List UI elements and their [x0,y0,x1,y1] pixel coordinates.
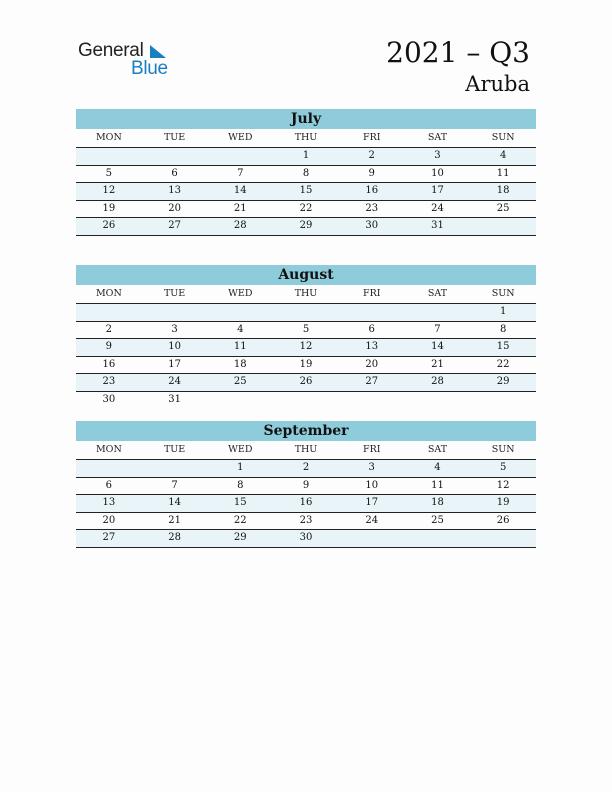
day-cell [142,148,208,165]
day-cell: 2 [368,150,375,161]
day-cell [142,304,208,321]
weekday-header-row [76,441,536,460]
weekday-label: SUN [491,444,515,455]
week-row [76,166,536,184]
day-cell [339,304,405,321]
day-cell [273,392,339,409]
day-cell [273,304,339,321]
day-cell: 1 [302,150,310,161]
day-cell: 17 [431,185,444,196]
day-cell [470,392,536,409]
week-row [76,183,536,201]
day-cell: 13 [102,497,116,508]
day-cell: 12 [102,185,116,196]
day-cell: 12 [299,341,313,352]
day-cell: 27 [365,376,379,387]
day-cell [207,148,273,165]
day-cell: 25 [496,202,510,214]
country-name: Aruba [465,72,530,96]
day-cell: 3 [368,462,375,473]
day-cell: 29 [233,532,247,543]
day-cell: 30 [365,220,379,231]
day-cell: 7 [434,323,441,335]
day-cell: 21 [233,202,247,214]
weekday-header-row [76,129,536,148]
weekday-label: SAT [427,132,448,143]
day-cell: 19 [102,202,116,214]
week-row [76,304,536,322]
day-cell: 5 [302,323,310,335]
day-cell: 3 [434,150,441,161]
weekday-label: FRI [362,288,381,299]
day-cell [470,530,536,547]
day-cell: 25 [233,376,247,387]
weekday-label: SUN [491,132,515,143]
day-cell: 24 [168,376,181,387]
day-cell: 27 [102,532,116,543]
weekday-label: THU [294,444,318,455]
day-cell: 6 [105,479,113,491]
day-cell [142,460,208,477]
day-cell: 11 [496,167,510,179]
day-cell: 16 [365,185,379,196]
day-cell: 15 [496,341,510,352]
weekday-label: MON [95,132,122,143]
day-cell: 22 [299,202,313,214]
day-cell: 22 [496,358,510,370]
day-cell: 18 [431,497,444,508]
day-cell: 13 [365,341,379,352]
day-cell: 17 [365,497,379,508]
day-cell: 14 [168,497,181,508]
weekday-label: TUE [163,132,186,143]
day-cell: 27 [168,220,181,231]
day-cell: 7 [171,479,178,491]
day-cell: 24 [431,202,444,214]
day-cell: 19 [496,497,510,508]
day-cell: 15 [299,185,313,196]
weekday-label: WED [228,288,253,299]
day-cell: 20 [168,202,181,214]
day-cell: 28 [431,376,444,387]
day-cell [207,304,273,321]
day-cell: 20 [102,514,116,526]
day-cell: 12 [496,479,510,491]
day-cell: 29 [299,220,313,231]
logo-word-general: General [78,40,144,61]
day-cell: 18 [496,185,510,196]
day-cell: 8 [237,479,244,491]
day-cell [405,530,471,547]
day-cell: 6 [368,323,375,335]
week-row [76,495,536,513]
week-row [76,513,536,531]
day-cell: 23 [299,514,313,526]
day-cell [339,392,405,409]
day-cell: 31 [168,393,181,405]
month-name: July [76,109,536,129]
weekday-label: SUN [491,288,515,299]
day-cell: 26 [496,514,510,526]
day-cell: 1 [499,306,507,317]
day-cell: 19 [299,358,313,370]
day-cell: 5 [105,167,113,179]
day-cell [76,148,142,165]
day-cell: 10 [365,479,379,491]
weekday-header-row [76,285,536,304]
day-cell: 4 [237,323,244,335]
day-cell: 23 [102,376,116,387]
day-cell [339,530,405,547]
logo-word-blue: Blue [131,58,168,79]
day-cell [405,304,471,321]
day-cell: 10 [431,167,444,179]
week-row [76,357,536,375]
day-cell: 4 [499,150,507,161]
day-cell: 18 [233,358,247,370]
day-cell: 10 [168,341,181,352]
day-cell: 5 [499,462,507,473]
day-cell: 6 [171,167,178,179]
day-cell: 13 [168,185,181,196]
week-row [76,530,536,548]
day-cell: 21 [168,514,181,526]
day-cell: 20 [365,358,379,370]
day-cell: 17 [168,358,181,370]
day-cell: 11 [233,341,247,352]
week-row [76,478,536,496]
month-calendar [76,109,536,236]
day-cell: 15 [233,497,247,508]
day-cell: 8 [302,167,310,179]
week-row [76,148,536,166]
day-cell: 11 [431,479,444,491]
month-calendar [76,265,536,408]
day-cell: 26 [299,376,313,387]
day-cell: 9 [105,341,113,352]
day-cell [76,460,142,477]
day-cell: 24 [365,514,379,526]
week-row [76,218,536,236]
day-cell: 25 [431,514,444,526]
day-cell: 22 [233,514,247,526]
generalblue-logo [78,40,188,80]
day-cell: 30 [299,532,313,543]
day-cell [405,392,471,409]
day-cell: 26 [102,220,116,231]
day-cell: 30 [102,393,116,405]
day-cell: 3 [171,323,178,335]
day-cell: 4 [434,462,441,473]
day-cell: 2 [105,323,113,335]
week-row [76,392,536,409]
weekday-label: THU [294,288,318,299]
weekday-label: TUE [163,444,186,455]
weekday-label: SAT [427,288,448,299]
day-cell: 23 [365,202,379,214]
weekday-label: SAT [427,444,448,455]
week-row [76,374,536,392]
day-cell [76,304,142,321]
month-calendar [76,421,536,548]
day-cell: 28 [168,532,181,543]
day-cell: 1 [237,462,244,473]
week-row [76,460,536,478]
day-cell: 9 [302,479,310,491]
weekday-label: TUE [163,288,186,299]
day-cell: 9 [368,167,375,179]
day-cell: 8 [499,323,507,335]
day-cell: 28 [233,220,247,231]
week-row [76,201,536,219]
day-cell: 7 [237,167,244,179]
page-title: 2021 – Q3 [386,36,530,69]
day-cell: 16 [102,358,116,370]
day-cell: 2 [302,462,310,473]
weekday-label: MON [95,288,122,299]
day-cell: 16 [299,497,313,508]
weekday-label: WED [228,132,253,143]
day-cell: 14 [431,341,444,352]
week-row [76,322,536,340]
weekday-label: FRI [362,132,381,143]
weekday-label: WED [228,444,253,455]
weekday-label: MON [95,444,122,455]
weekday-label: THU [294,132,318,143]
day-cell: 21 [431,358,444,370]
day-cell: 14 [233,185,247,196]
week-row [76,339,536,357]
day-cell [207,392,273,409]
day-cell [470,218,536,235]
day-cell: 29 [496,376,510,387]
month-name: August [76,265,536,285]
month-name: September [76,421,536,441]
day-cell: 31 [431,220,444,231]
weekday-label: FRI [362,444,381,455]
